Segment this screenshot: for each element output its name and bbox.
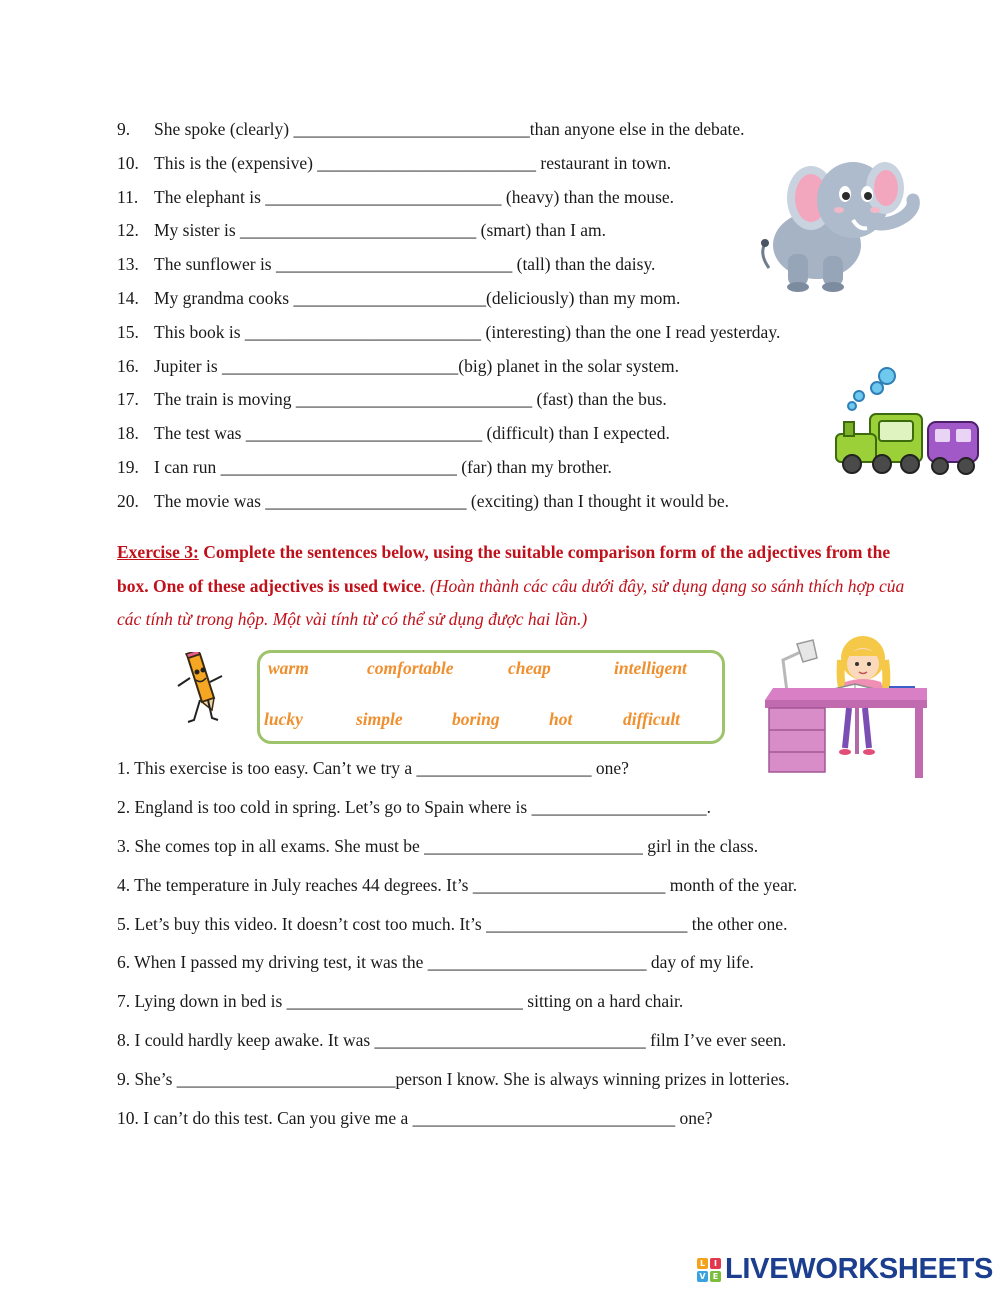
list-item: 10. This is the (expensive) _________________________ restaurant in town. bbox=[117, 152, 672, 173]
logo-icon: L I V E bbox=[697, 1258, 723, 1282]
list-item: 18. The test was ___________________________ (difficult) than I expected. bbox=[117, 423, 670, 444]
sentence-text: Jupiter is ___________________________(big) planet in the solar system. bbox=[154, 355, 679, 376]
word-option: warm bbox=[268, 658, 309, 678]
sentence-text: The elephant is ___________________________ (heavy) than the mouse. bbox=[154, 186, 675, 207]
word-box bbox=[257, 650, 725, 744]
word-option: hot bbox=[549, 709, 573, 729]
word-option: cheap bbox=[508, 658, 551, 678]
exercise-instruction: Complete the sentences below, using the suitable comparison form of the adjectives from the box. One of these adjectives is used twice bbox=[117, 542, 891, 596]
liveworksheets-logo[interactable] bbox=[697, 1254, 997, 1286]
logo-text: LIVEWORKSHEETS bbox=[725, 1253, 994, 1285]
train-illustration bbox=[832, 364, 984, 478]
exercise-label: Exercise 3: bbox=[117, 542, 199, 562]
list-item: 4. The temperature in July reaches 44 degrees. It’s ______________________ month of the year. bbox=[117, 874, 798, 895]
sentence-text: The test was ___________________________ (difficult) than I expected. bbox=[154, 423, 670, 444]
list-item: 10. I can’t do this test. Can you give me a ______________________________ one? bbox=[117, 1108, 713, 1129]
vietnamese-instruction: (Hoàn thành các câu dưới đây, sử dụng dạng so sánh thích hợp của các tính từ trong hộp. Một vài tính từ có thể sử dụng được hai lần.) bbox=[117, 575, 905, 629]
list-item: 14. My grandma cooks ______________________(deliciously) than my mom. bbox=[117, 287, 681, 308]
list-item: 7. Lying down in bed is ___________________________ sitting on a hard chair. bbox=[117, 991, 684, 1012]
word-option: difficult bbox=[623, 709, 681, 729]
list-item: 2. England is too cold in spring. Let’s go to Spain where is ____________________. bbox=[117, 796, 711, 817]
list-item: 5. Let’s buy this video. It doesn’t cost too much. It’s _______________________ the other one. bbox=[117, 913, 788, 934]
list-item: 20. The movie was _______________________ (exciting) than I thought it would be. bbox=[117, 490, 729, 511]
sentence-text: The train is moving ___________________________ (fast) than the bus. bbox=[154, 389, 667, 410]
sentence-text: She spoke (clearly) ___________________________than anyone else in the debate. bbox=[154, 119, 745, 139]
list-item: 13. The sunflower is ___________________________ (tall) than the daisy. bbox=[117, 254, 656, 275]
word-option: lucky bbox=[264, 709, 303, 729]
word-option: boring bbox=[452, 709, 500, 729]
sentence-text: My sister is ___________________________ (smart) than I am. bbox=[154, 220, 607, 241]
list-item: 3. She comes top in all exams. She must be _________________________ girl in the class. bbox=[117, 835, 759, 856]
list-item: 16. Jupiter is ___________________________(big) planet in the solar system. bbox=[117, 355, 679, 376]
sentence-text: My grandma cooks ______________________(deliciously) than my mom. bbox=[154, 287, 681, 308]
list-item: 17. The train is moving ___________________________ (fast) than the bus. bbox=[117, 389, 667, 410]
sentence-text: I can run ___________________________ (far) than my brother. bbox=[154, 456, 612, 477]
list-item: 15. This book is ___________________________ (interesting) than the one I read yesterday. bbox=[117, 321, 781, 342]
sentence-text: This is the (expensive) _________________________ restaurant in town. bbox=[154, 152, 672, 173]
list-item: 9. She’s _________________________person I know. She is always winning prizes in lotteries. bbox=[117, 1069, 790, 1090]
word-option: comfortable bbox=[367, 658, 454, 678]
word-option: intelligent bbox=[614, 658, 687, 678]
pencil-character-illustration bbox=[170, 652, 226, 728]
list-item: 8. I could hardly keep awake. It was _______________________________ film I’ve ever seen. bbox=[117, 1030, 787, 1051]
exercise-3-heading: Exercise 3: Complete the sentences below, using the suitable comparison form of the adjectives from the box. One of these adjectives is used twice. (Hoàn thành các câu dưới đây, sử dụng dạng so sánh thích hợp của các tính từ trong hộp. Một vài tính từ có thể sử dụng được hai lần.) bbox=[117, 542, 905, 629]
sentence-text: This book is ___________________________ (interesting) than the one I read yesterday. bbox=[154, 321, 781, 342]
list-item: 6. When I passed my driving test, it was the _________________________ day of my life. bbox=[117, 952, 754, 973]
list-item: 1. This exercise is too easy. Can’t we try a ____________________ one? bbox=[117, 758, 629, 778]
elephant-illustration bbox=[755, 150, 927, 295]
list-item: 11. The elephant is ___________________________ (heavy) than the mouse. bbox=[117, 186, 675, 207]
sentence-text: The sunflower is ___________________________ (tall) than the daisy. bbox=[154, 254, 656, 275]
word-option: simple bbox=[356, 709, 403, 729]
exercise-3-list bbox=[117, 755, 917, 1144]
list-item: 19. I can run ___________________________ (far) than my brother. bbox=[117, 456, 612, 477]
sentence-text: The movie was _______________________ (exciting) than I thought it would be. bbox=[154, 490, 729, 511]
list-item: 12. My sister is ___________________________ (smart) than I am. bbox=[117, 220, 607, 241]
list-item: 9. She spoke (clearly) ___________________________than anyone else in the debate. bbox=[117, 119, 745, 139]
